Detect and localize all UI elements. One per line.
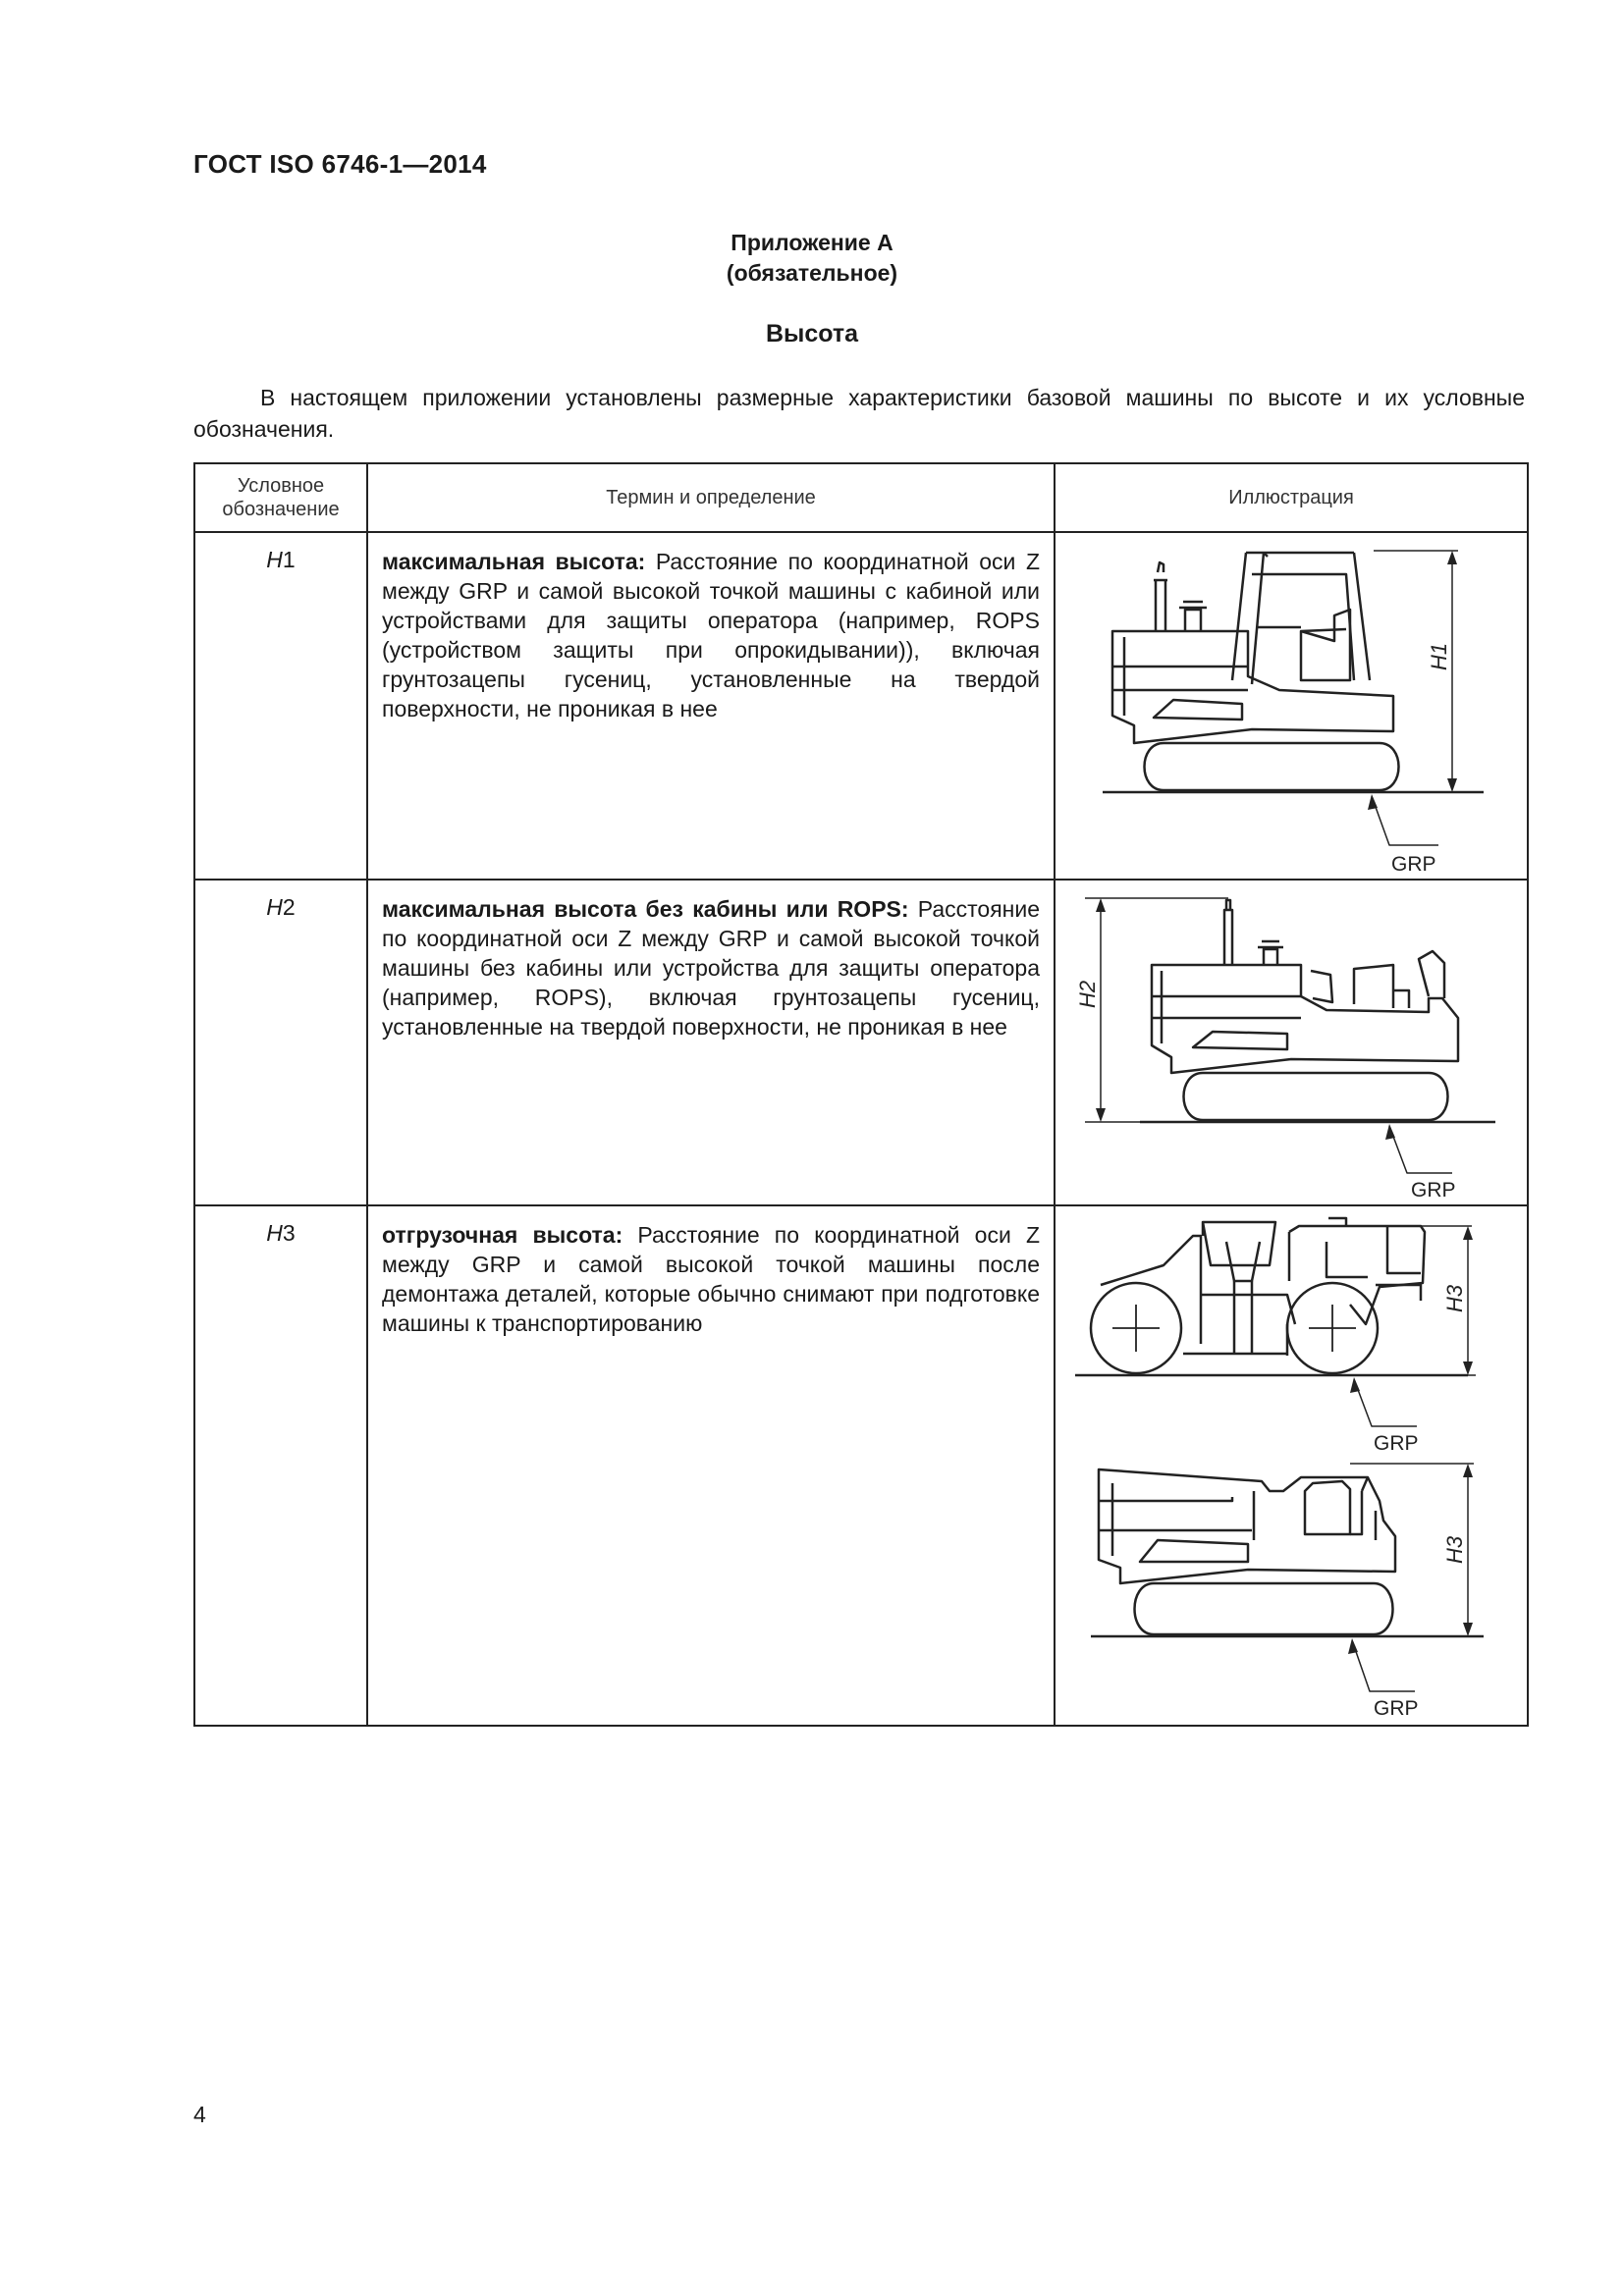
illustration-cell: [1055, 1205, 1528, 1726]
crawler-tractor-with-cab-illustration: [1056, 533, 1525, 877]
grp-label: GRP: [1374, 1432, 1419, 1455]
symbol-letter: H: [266, 1220, 283, 1246]
crawler-tractor-without-cab-illustration: [1056, 881, 1525, 1202]
annex-status: (обязательное): [726, 260, 898, 286]
page-number: 4: [193, 2102, 206, 2127]
symbol-letter: H: [266, 894, 283, 920]
term-name: отгрузочная высота:: [382, 1222, 623, 1248]
section-title: Высота: [765, 320, 859, 347]
table-row: [194, 532, 1528, 880]
symbol-cell: [194, 1205, 367, 1726]
height-table: [193, 462, 1529, 1727]
symbol-number: 3: [282, 1220, 296, 1246]
header-illustration: Иллюстрация: [1055, 463, 1528, 532]
symbol-letter: H: [266, 547, 283, 572]
term-name: максимальная высота:: [382, 549, 646, 574]
annex-title: Приложение А: [731, 230, 893, 255]
symbol-cell: [194, 880, 367, 1205]
dimension-label: H3: [1442, 1284, 1467, 1312]
definition-cell: [367, 1205, 1055, 1726]
term-name: максимальная высота без кабины или ROPS:: [382, 896, 909, 922]
table-row: [194, 880, 1528, 1205]
symbol-number: 2: [282, 894, 296, 920]
table-row: [194, 1205, 1528, 1726]
definition-cell: [367, 532, 1055, 880]
term-definition: Расстояние по координатной оси Z между GRP и самой высокой точкой машины без кабины или устройства для защиты оператора (например, ROPS), включая грунтозацепы гусениц, установленные на твердой поверхности, не проникая в нее: [382, 896, 1040, 1040]
grp-label: GRP: [1411, 1179, 1456, 1201]
grp-label: GRP: [1374, 1697, 1419, 1720]
illustration-cell: [1055, 880, 1528, 1205]
document-code: ГОСТ ISO 6746-1—2014: [193, 149, 487, 179]
term-definition: Расстояние по координатной оси Z между GRP и самой высокой точкой машины с кабиной или устройствами для защиты оператора (например, ROPS (устройством защиты при опрокидывании)), включая грунтозацепы гусениц, установленные на твердой поверхности, не проникая в нее: [382, 549, 1040, 721]
dimension-label: H3: [1442, 1535, 1467, 1564]
symbol-cell: [194, 532, 367, 880]
term-definition: Расстояние по координатной оси Z между GRP и самой высокой точкой машины после демонтажа деталей, которые обычно снимают при подготовке машины к транспортированию: [382, 1222, 1040, 1336]
shipping-height-illustration: [1056, 1206, 1525, 1723]
annex-heading: [0, 228, 1624, 289]
header-symbol: Условное обозначение: [194, 463, 367, 532]
dimension-label: H2: [1075, 980, 1100, 1008]
dimension-label: H1: [1427, 642, 1451, 670]
intro-paragraph: В настоящем приложении установлены размерные характеристики базовой машины по высоте и их условные обозначения.: [193, 385, 1525, 442]
illustration-cell: [1055, 532, 1528, 880]
symbol-number: 1: [282, 547, 296, 572]
header-term: Термин и определение: [367, 463, 1055, 532]
definition-cell: [367, 880, 1055, 1205]
table-header-row: [194, 463, 1528, 532]
grp-label: GRP: [1391, 853, 1436, 876]
